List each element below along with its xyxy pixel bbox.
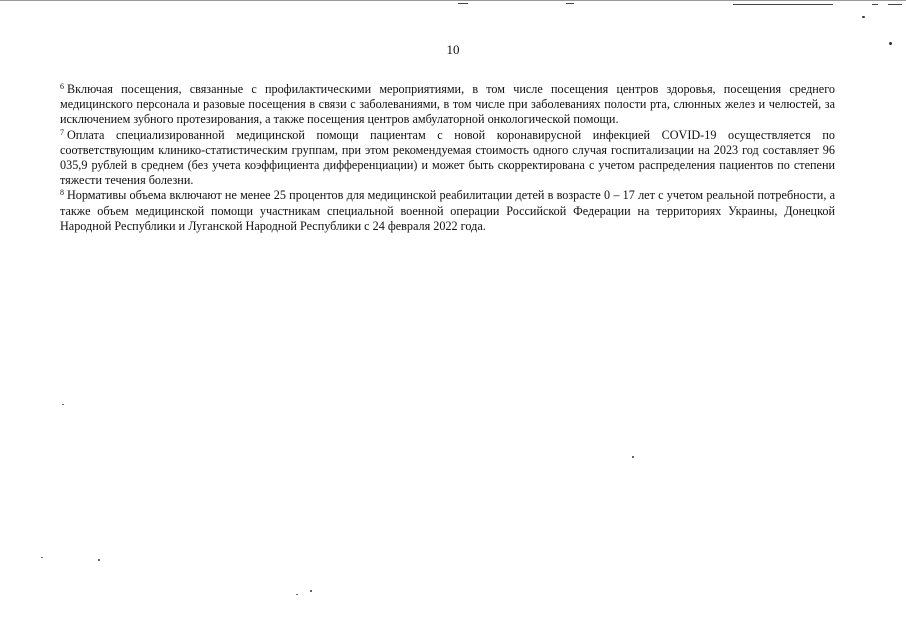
scan-mark [888, 4, 902, 5]
page-number: 10 [446, 42, 460, 57]
scan-speck [62, 404, 64, 405]
footnote-marker: 7 [60, 127, 64, 137]
scan-speck [41, 557, 43, 558]
footnote-6 [60, 82, 835, 128]
scan-speck [296, 594, 298, 595]
scan-speck [632, 456, 634, 458]
footnote-7 [60, 128, 835, 189]
footnote-8 [60, 188, 835, 234]
footnote-marker: 8 [60, 188, 64, 198]
scan-mark [566, 3, 574, 4]
footnotes-section [60, 82, 835, 234]
scan-mark [458, 3, 468, 4]
scan-speck [98, 559, 100, 561]
footnote-text: Нормативы объема включают не менее 25 процентов для медицинской реабилитации детей в возрасте 0 – 17 лет с учетом реальной потребности, а также объем медицинской помощи участникам специальной военной операции Российской Федерации на территориях Украины, Донецкой Народной Республики и Луганской Народной Республики с 24 февраля 2022 года. [60, 188, 835, 233]
scan-speck [310, 590, 312, 592]
scan-speck [862, 16, 865, 18]
scan-mark [872, 4, 878, 5]
scan-edge-line [0, 0, 906, 1]
footnote-marker: 6 [60, 82, 64, 91]
scan-mark [733, 4, 833, 5]
footnote-text: Оплата специализированной медицинской помощи пациентам с новой коронавирусной инфекцией COVID-19 осуществляется по соответствующим клинико-статистическим группам, при этом рекомендуемая стоимость одного случая госпитализации на 2023 год составляет 96 035,9 рублей в среднем (без учета коэффициента дифференциации) и может быть скорректирована с учетом распределения пациентов по степени тяжести течения болезни. [60, 127, 835, 188]
footnote-text: Включая посещения, связанные с профилактическими мероприятиями, в том числе посещения центров здоровья, посещения среднего медицинского персонала и разовые посещения в связи с заболеваниями, в том числе при заболеваниях полости рта, слюнных желез и челюстей, за исключением зубного протезирования, а также посещения центров амбулаторной онкологической помощи. [60, 82, 835, 127]
